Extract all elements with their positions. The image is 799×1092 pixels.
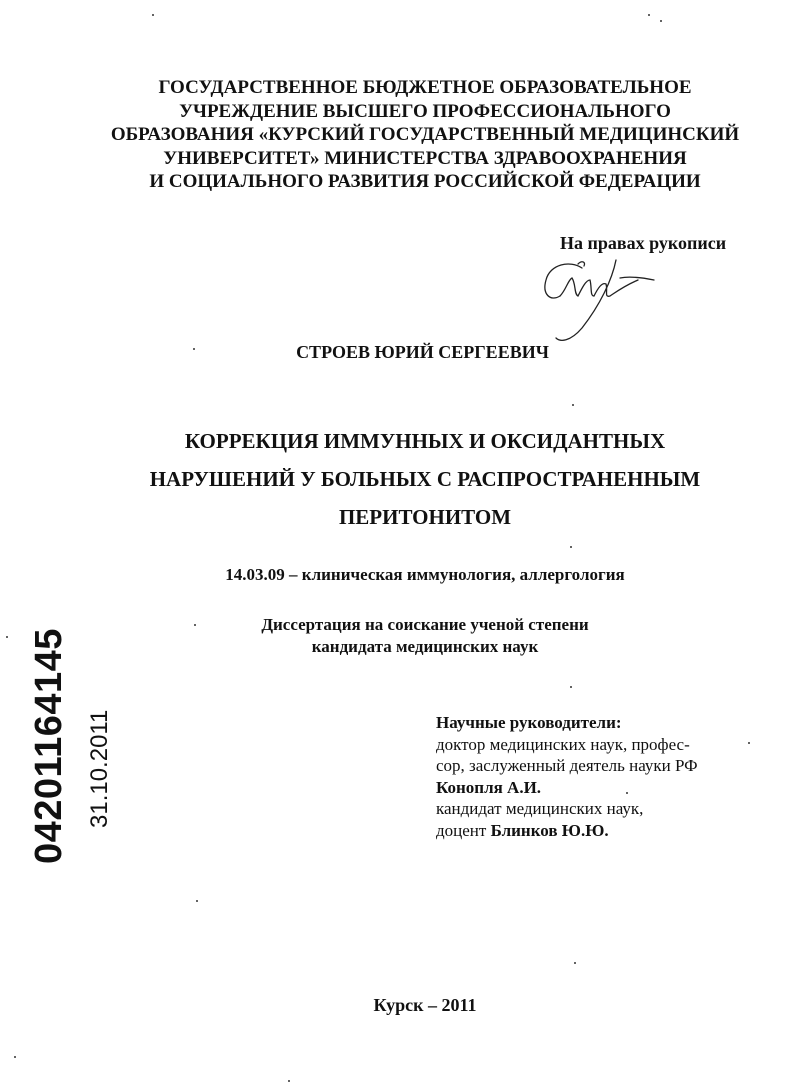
degree-line: кандидата медицинских наук (311, 637, 539, 656)
institution-line: УНИВЕРСИТЕТ» МИНИСТЕРСТВА ЗДРАВООХРАНЕНИЯ (163, 147, 687, 169)
supervisor-2-line (436, 820, 698, 842)
title-line: НАРУШЕНИЙ У БОЛЬНЫХ С РАСПРОСТРАНЕННЫМ (149, 467, 701, 491)
supervisor-1-name: Конопля А.И. (436, 777, 542, 797)
scan-speck (196, 900, 198, 902)
supervisor-1-title-cont: сор, заслуженный деятель науки РФ (436, 756, 698, 775)
scan-speck (152, 14, 154, 16)
supervisor-2-name: Блинков Ю.Ю. (490, 820, 609, 840)
scan-speck (288, 1080, 290, 1082)
institution-line: ОБРАЗОВАНИЯ «КУРСКИЙ ГОСУДАРСТВЕННЫЙ МЕДИЦИНСКИЙ (110, 124, 740, 145)
supervisor-2-rank: доцент (436, 820, 487, 840)
library-stamp (20, 628, 113, 866)
institution-heading (60, 76, 790, 194)
scan-speck (570, 686, 572, 688)
institution-line: УЧРЕЖДЕНИЕ ВЫСШЕГО ПРОФЕССИОНАЛЬНОГО (179, 100, 671, 122)
institution-line: ГОСУДАРСТВЕННОЕ БЮДЖЕТНОЕ ОБРАЗОВАТЕЛЬНОЕ (158, 77, 692, 98)
scan-speck (193, 348, 195, 350)
scan-speck (574, 962, 576, 964)
supervisors-heading: Научные руководители: (436, 713, 622, 732)
scan-speck (648, 14, 650, 16)
scan-speck (570, 546, 572, 548)
city-year: Курск – 2011 (373, 995, 477, 1015)
scan-speck (748, 742, 750, 744)
institution-line: И СОЦИАЛЬНОГО РАЗВИТИЯ РОССИЙСКОЙ ФЕДЕРАЦИИ (149, 171, 701, 192)
degree-line: Диссертация на соискание ученой степени (261, 615, 589, 634)
author-name: СТРОЕВ ЮРИЙ СЕРГЕЕВИЧ (296, 342, 549, 362)
title-line: КОРРЕКЦИЯ ИММУННЫХ И ОКСИДАНТНЫХ (184, 429, 666, 453)
scan-speck (572, 404, 574, 406)
scan-speck (660, 20, 662, 22)
supervisors-block (436, 712, 698, 841)
manuscript-rights-note: На правах рукописи (560, 233, 727, 253)
scan-speck (6, 636, 8, 638)
specialty-code: 14.03.09 – клиническая иммунология, аллергология (225, 565, 625, 584)
stamp-date: 31.10.2011 (86, 709, 113, 828)
stamp-number: 04201164145 (28, 628, 70, 864)
supervisor-1-title: доктор медицинских наук, профес- (436, 734, 690, 754)
dissertation-title (60, 422, 790, 536)
supervisor-2-title: кандидат медицинских наук, (436, 799, 644, 818)
handwritten-signature (520, 250, 660, 345)
scan-speck (194, 624, 196, 626)
scan-speck (14, 1056, 16, 1058)
degree-statement (60, 614, 790, 658)
title-line: ПЕРИТОНИТОМ (338, 505, 512, 529)
scan-speck (626, 792, 628, 794)
